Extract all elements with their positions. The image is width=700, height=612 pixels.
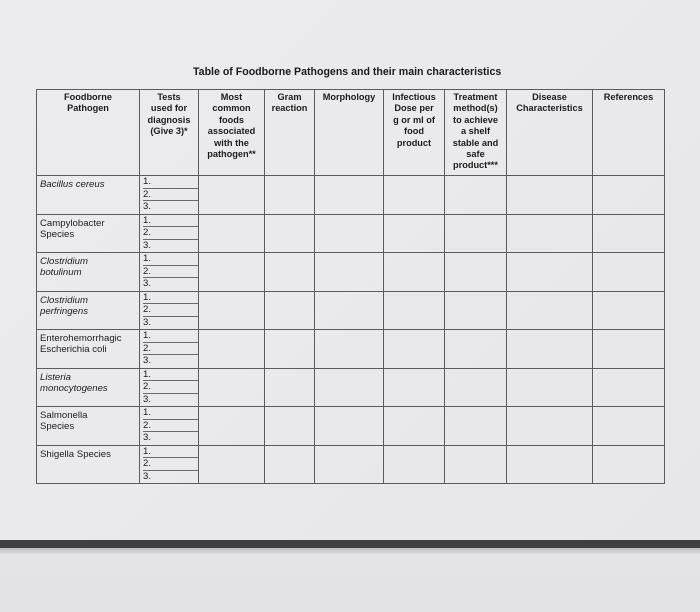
answer-cell[interactable] [265,368,315,407]
test-number: 2. [143,380,198,393]
pathogen-name: Clostridium perfringens [37,291,140,330]
answer-cell[interactable] [445,176,507,215]
answer-cell[interactable] [199,407,265,446]
answer-cell[interactable] [445,445,507,484]
answer-cell[interactable] [265,407,315,446]
answer-cell[interactable] [265,176,315,215]
tests-cell [140,445,199,484]
header-cell: Infectious Dose per g or ml of food product [384,90,445,176]
answer-cell[interactable] [315,253,384,292]
answer-cell[interactable] [315,176,384,215]
answer-cell[interactable] [315,445,384,484]
table-row [37,445,665,484]
answer-cell[interactable] [199,445,265,484]
test-number: 1. [143,176,152,187]
answer-cell[interactable] [507,445,593,484]
test-number: 1. [143,253,152,264]
table-row [37,330,665,369]
answer-cell[interactable] [507,368,593,407]
answer-cell[interactable] [445,368,507,407]
answer-cell[interactable] [593,407,665,446]
answer-cell[interactable] [593,291,665,330]
answer-cell[interactable] [507,176,593,215]
test-number: 1. [143,291,152,303]
answer-cell[interactable] [384,368,445,407]
answer-cell[interactable] [265,330,315,369]
test-number: 1. [143,445,152,457]
answer-cell[interactable] [445,330,507,369]
answer-cell[interactable] [507,407,593,446]
answer-cell[interactable] [593,214,665,253]
answer-cell[interactable] [593,445,665,484]
bottom-shadow [0,548,700,554]
header-cell: Treatment method(s) to achieve a shelf stable and safe product*** [445,90,507,176]
answer-cell[interactable] [384,291,445,330]
test-number: 3. [143,431,198,444]
answer-cell[interactable] [315,330,384,369]
answer-cell[interactable] [315,291,384,330]
tests-cell [140,214,199,253]
pathogen-name: Campylobacter Species [37,214,140,253]
test-number: 1. [143,368,152,380]
test-number: 2. [143,419,198,432]
header-cell: Foodborne Pathogen [37,90,140,176]
answer-cell[interactable] [593,253,665,292]
pathogen-name: Bacillus cereus [37,176,140,215]
header-cell: Disease Characteristics [507,90,593,176]
test-number: 3. [143,316,198,329]
test-number: 3. [143,200,198,213]
answer-cell[interactable] [445,214,507,253]
tests-cell [140,176,199,215]
answer-cell[interactable] [265,253,315,292]
table-row [37,407,665,446]
answer-cell[interactable] [199,253,265,292]
test-number: 3. [143,354,198,367]
answer-cell[interactable] [199,291,265,330]
answer-cell[interactable] [445,253,507,292]
answer-cell[interactable] [593,330,665,369]
test-number: 3. [143,470,198,483]
answer-cell[interactable] [315,214,384,253]
answer-cell[interactable] [507,330,593,369]
answer-cell[interactable] [384,253,445,292]
answer-cell[interactable] [593,368,665,407]
test-number: 1. [143,407,152,418]
tests-cell [140,330,199,369]
test-number: 2. [143,226,198,239]
answer-cell[interactable] [199,330,265,369]
test-number: 1. [143,330,152,341]
pathogen-name: Salmonella Species [37,407,140,446]
table-row [37,368,665,407]
test-number: 3. [143,277,198,290]
answer-cell[interactable] [384,445,445,484]
answer-cell[interactable] [593,176,665,215]
table-row [37,291,665,330]
table-row [37,253,665,292]
answer-cell[interactable] [384,214,445,253]
answer-cell[interactable] [199,214,265,253]
pathogen-name: Shigella Species [37,445,140,484]
answer-cell[interactable] [265,214,315,253]
table-row [37,214,665,253]
answer-cell[interactable] [265,445,315,484]
header-cell: Tests used for diagnosis (Give 3)* [140,90,199,176]
tests-cell [140,407,199,446]
answer-cell[interactable] [445,407,507,446]
tests-cell [140,291,199,330]
header-cell: References [593,90,665,176]
answer-cell[interactable] [507,214,593,253]
test-number: 2. [143,342,198,355]
answer-cell[interactable] [315,407,384,446]
tests-cell [140,368,199,407]
test-number: 1. [143,214,152,226]
bottom-edge [0,540,700,548]
header-cell: Morphology [315,90,384,176]
answer-cell[interactable] [507,291,593,330]
test-number: 2. [143,303,198,316]
header-cell: Gram reaction [265,90,315,176]
tests-cell [140,253,199,292]
answer-cell[interactable] [384,330,445,369]
header-row [37,90,665,176]
answer-cell[interactable] [265,291,315,330]
header-cell: Most common foods associated with the pathogen** [199,90,265,176]
table-body [37,176,665,484]
test-number: 3. [143,239,198,252]
pathogen-name: Clostridium botulinum [37,253,140,292]
answer-cell[interactable] [199,176,265,215]
table-title: Table of Foodborne Pathogens and their main characteristics [193,66,502,78]
table-row [37,176,665,215]
test-number: 2. [143,457,198,470]
pathogen-name: Enterohemorrhagic Escherichia coli [37,330,140,369]
test-number: 3. [143,393,198,406]
answer-cell[interactable] [315,368,384,407]
answer-cell[interactable] [384,407,445,446]
answer-cell[interactable] [199,368,265,407]
answer-cell[interactable] [507,253,593,292]
answer-cell[interactable] [445,291,507,330]
answer-cell[interactable] [384,176,445,215]
pathogen-table [36,89,665,484]
test-number: 2. [143,188,198,201]
pathogen-name: Listeria monocytogenes [37,368,140,407]
test-number: 2. [143,265,198,278]
